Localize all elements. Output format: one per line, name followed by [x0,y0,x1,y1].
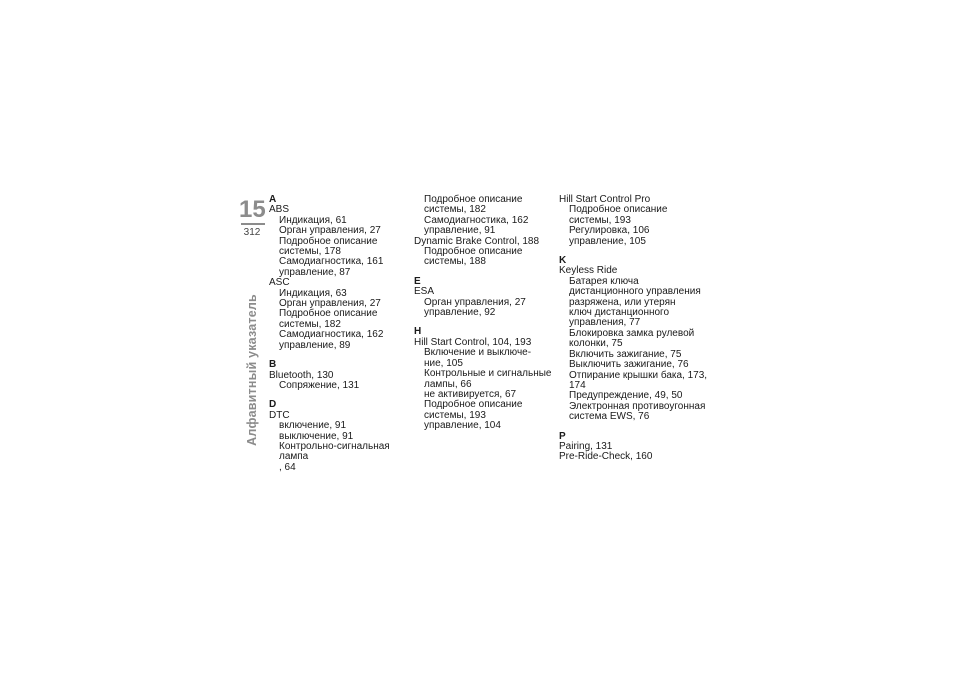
index-subentry-line: Самодиагностика, 162 [279,329,384,341]
index-subentry [559,402,709,423]
index-subentry-line: Подробное описание [424,246,523,258]
index-subentry-line: лампы, 66 [424,378,472,390]
index-subentry-line: системы, 188 [424,256,486,268]
index-subentry-line: управления, 77 [569,317,641,329]
index-subentry-line: Регулировка, 106 [569,225,650,237]
chapter-rule [241,223,265,225]
index-subentry-line: системы, 182 [424,204,486,216]
index-subentry [414,216,554,237]
page-number: 312 [243,227,261,238]
index-term: Bluetooth, 130 [269,369,334,381]
index-letter-heading: E [414,275,421,287]
index-subentry-line: выключение, 91 [279,430,354,442]
index-subentry-line: управление, 91 [424,225,496,237]
index-subentry [559,226,709,247]
index-subentry-line: Контрольно-сигнальная лампа [279,440,390,463]
index-subentry-line: управление, 104 [424,420,501,432]
index-subentry-line: системы, 193 [424,409,486,421]
index-subentry-line: Батарея ключа [569,275,639,287]
index-subentry-line: Сопряжение, 131 [279,379,360,391]
index-term: Keyless Ride [559,265,618,277]
index-term: ESA [414,286,435,298]
index-subentry-line: включение, 91 [279,420,347,432]
index-subentry [559,205,709,226]
index-term: DTC [269,409,290,421]
index-letter-heading: B [269,359,277,371]
index-subentry-line: Орган управления, 27 [279,225,381,237]
index-subentry-line: разряжена, или утерян [569,296,676,308]
index-letter-heading: P [559,430,566,442]
index-subentry-line: Орган управления, 27 [279,298,381,310]
index-subentry-line: Включение и выключе- [424,347,532,359]
index-term: ASC [269,277,290,289]
index-letter-heading: A [269,194,277,205]
index-column-3 [559,195,709,463]
index-subentry-line: управление, 89 [279,339,351,351]
index-subentry-line: Самодиагностика, 161 [279,256,384,268]
index-subentry [559,329,709,350]
index-subentry [414,298,554,319]
index-subentry-line: 174 [569,379,586,391]
index-subentry-line: Блокировка замка рулевой [569,327,695,339]
index-subentry-line: Подробное описание [424,194,523,205]
index-term: Dynamic Brake Control, 188 [414,235,540,247]
index-subentry-line: управление, 92 [424,307,496,319]
index-term: Hill Start Control, 104, 193 [414,336,532,348]
index-subentry-line: Контрольные и сигнальные [424,368,552,380]
index-subentry-line: Предупреждение, 49, 50 [569,390,683,402]
index-subentry-line: Выключить зажигание, 76 [569,359,689,371]
index-subentry [269,309,409,330]
index-subentry-line: Индикация, 61 [279,214,347,226]
index-subentry [269,442,409,473]
index-subentry [414,195,554,216]
index-subentry [269,257,409,278]
index-term: ABS [269,204,290,216]
index-subentry-line: Орган управления, 27 [424,296,526,308]
index-term: Pre-Ride-Check, 160 [559,451,653,463]
index-subentry-line: , 64 [279,461,296,473]
index-term: Pairing, 131 [559,440,613,452]
index-subentry [269,421,409,431]
index-letter-heading: H [414,326,422,338]
index-subentry-line: управление, 105 [569,235,646,247]
index-subentry-line: Подробное описание [279,235,378,247]
index-subentry-line: Самодиагностика, 162 [424,214,529,226]
index-subentry-line: Подробное описание [279,308,378,320]
index-subentry [414,369,554,390]
index-subentry-line: системы, 182 [279,318,341,330]
index-subentry [414,247,554,268]
index-subentry-line: Подробное описание [569,204,668,216]
index-subentry [559,371,709,392]
index-subentry-line: системы, 178 [279,246,341,258]
index-letter-heading: K [559,255,567,267]
index-subentry-line: система EWS, 76 [569,411,650,423]
index-subentry [414,348,554,369]
index-subentry-line: Отпирание крышки бака, 173, [569,369,708,381]
index-subentry-line: Подробное описание [424,399,523,411]
index-subentry [269,330,409,351]
index-subentry-line: Включить зажигание, 75 [569,348,682,360]
chapter-number: 15 [239,196,266,223]
index-subentry [414,421,554,431]
index-subentry-line: ние, 105 [424,357,463,369]
index-subentry-line: колонки, 75 [569,338,623,350]
index-subentry-line: дистанционного управления [569,286,701,298]
index-subentry-line: ключ дистанционного [569,307,670,319]
index-term: Hill Start Control Pro [559,194,651,205]
index-subentry-line: не активируется, 67 [424,388,517,400]
index-subentry [269,237,409,258]
index-subentry-line: Индикация, 63 [279,287,347,299]
index-letter-heading: D [269,399,277,411]
index-subentry [269,381,409,391]
index-subentry-line: Электронная противоугонная [569,400,706,412]
chapter-title-vertical: Алфавитный указатель [245,294,259,446]
index-subentry [414,400,554,421]
index-column-2 [414,195,554,432]
index-column-1 [269,195,409,473]
index-subentry-line: системы, 193 [569,214,631,226]
index-subentry [559,277,709,329]
index-subentry-line: управление, 87 [279,266,351,278]
index-subentry [559,360,709,370]
